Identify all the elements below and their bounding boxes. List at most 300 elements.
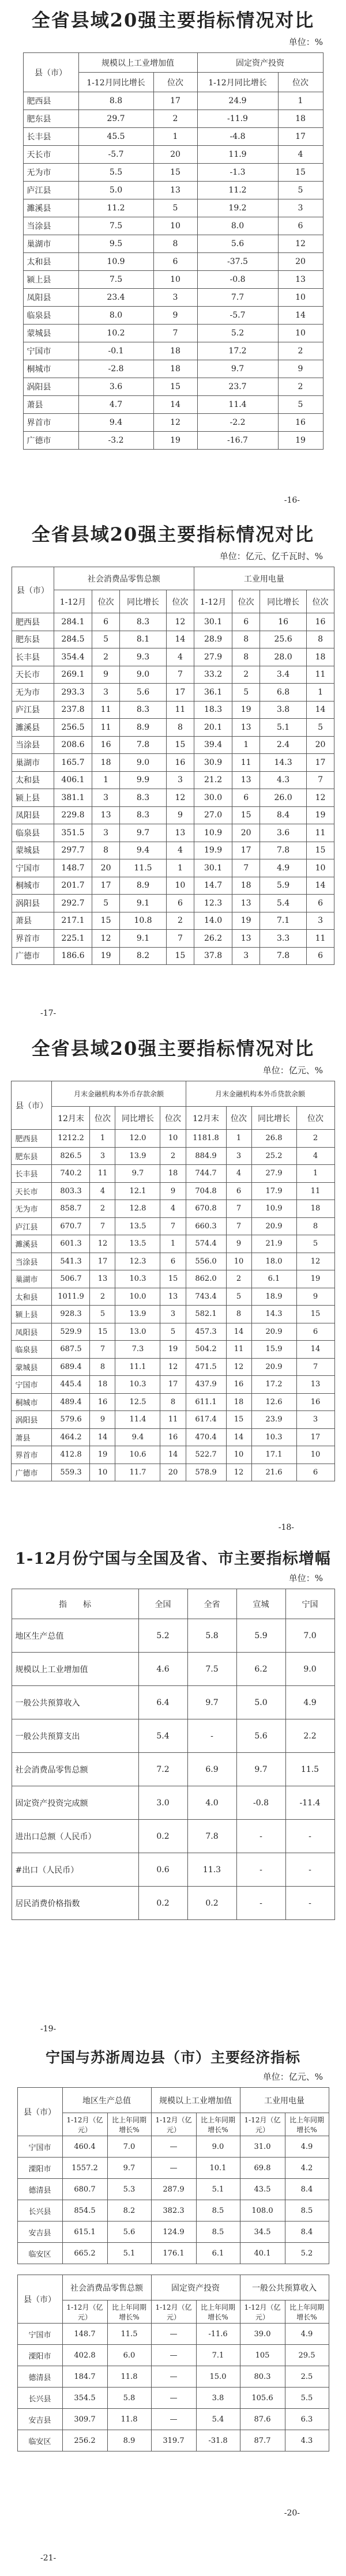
table-cell: 4.2 [285, 2158, 329, 2179]
table-cell: 8 [90, 1358, 115, 1376]
table-cell: — [151, 2136, 196, 2158]
table-cell: -5.7 [78, 146, 153, 164]
table-cell: 1 [296, 1165, 334, 1183]
table-cell: 3.4 [260, 666, 307, 684]
table-cell: 5.4 [138, 1719, 187, 1753]
table-cell: 10 [278, 289, 323, 307]
table-cell: 4.3 [285, 2430, 329, 2451]
table-cell: 13 [232, 895, 260, 912]
table-cell: 26.2 [194, 930, 232, 948]
row-label: 长丰县 [12, 648, 54, 666]
table-cell: 1 [232, 736, 260, 754]
table-cell: 13.9 [115, 1147, 160, 1165]
row-label: 凤阳县 [12, 806, 54, 824]
table-cell: 6.3 [285, 2409, 329, 2430]
table-cell: 884.9 [186, 1147, 226, 1165]
row-label: 凤阳县 [12, 1323, 52, 1341]
table-row [12, 1147, 334, 1165]
table-cell: 6 [232, 789, 260, 807]
table-cell: 8 [232, 631, 260, 648]
sub-header: 1-12月（亿元） [151, 2300, 196, 2324]
table-cell: 704.8 [186, 1182, 226, 1200]
table-cell: 18 [296, 1200, 334, 1218]
table-cell: 13.5 [115, 1217, 160, 1235]
sub-header: 1-12月 [194, 590, 232, 613]
table-cell: 11.8 [107, 2366, 151, 2388]
table-cell: 471.5 [186, 1358, 226, 1376]
table-row [12, 877, 334, 895]
table-cell: 17 [153, 92, 197, 110]
table-cell: 287.9 [151, 2179, 196, 2200]
table-cell: 17 [296, 1428, 334, 1446]
row-label: 肥西县 [12, 613, 54, 631]
table-cell: 2 [167, 912, 194, 930]
table-row [17, 2388, 329, 2409]
row-label: 长丰县 [23, 128, 78, 146]
table-cell: 2 [296, 1130, 334, 1148]
table-cell: 7.7 [197, 289, 278, 307]
table-cell: 27.9 [194, 648, 232, 666]
table-cell: 43.5 [240, 2179, 285, 2200]
table-cell: -0.8 [236, 1786, 285, 1820]
table-cell: 12.3 [194, 895, 232, 912]
table-cell: 7.3 [115, 1341, 160, 1359]
row-label: 临泉县 [12, 824, 54, 842]
table-row [12, 1200, 334, 1218]
table-cell: 11.2 [78, 199, 153, 217]
table-cell: 87.6 [240, 2409, 285, 2430]
table-row [12, 789, 334, 807]
sub-header: 同比增长 [260, 590, 307, 613]
table-cell: 11.4 [197, 396, 278, 414]
table-cell: 6.4 [138, 1686, 187, 1719]
table-cell: 6.2 [236, 1653, 285, 1686]
table-cell: 4.7 [78, 396, 153, 414]
table-cell: 12 [167, 613, 194, 631]
row-label: 当涂县 [23, 217, 78, 235]
table-cell: - [236, 1820, 285, 1853]
table-cell: 30.0 [194, 789, 232, 807]
row-label: 肥东县 [23, 110, 78, 128]
section-1 [0, 0, 346, 505]
table-cell: 14 [226, 1323, 251, 1341]
col-county: 县（市） [17, 2275, 62, 2324]
table-cell: 8.9 [119, 719, 166, 737]
table-cell: 740.2 [52, 1165, 90, 1183]
table-cell: 4.9 [260, 859, 307, 877]
table-cell: 12 [160, 1358, 186, 1376]
row-label: 桐城市 [12, 1393, 52, 1411]
table-cell: — [151, 2345, 196, 2366]
table-cell: 11 [307, 824, 334, 842]
table-cell: -1.3 [197, 164, 278, 182]
row-label: 肥东县 [12, 631, 54, 648]
table-cell: 18 [232, 877, 260, 895]
table-cell: 3.6 [78, 378, 153, 396]
page-number: -20- [284, 2509, 300, 2518]
table-cell: 611.1 [186, 1393, 226, 1411]
sub-header: 比上年同期增长% [107, 2300, 151, 2324]
table-cell: 19 [296, 1270, 334, 1288]
sub-header: 1-12月同比增长 [78, 73, 153, 92]
table-cell: 19 [160, 1341, 186, 1359]
table-row [12, 1358, 334, 1376]
table-cell: 17 [167, 684, 194, 701]
table-cell: 225.1 [54, 930, 92, 948]
table-cell: 7 [167, 930, 194, 948]
table-cell: 19 [307, 806, 334, 824]
table-cell: 5.6 [236, 1719, 285, 1753]
table-row [12, 1619, 334, 1653]
table-row [17, 2158, 329, 2179]
row-label: 广德市 [12, 1464, 52, 1481]
table-cell: 9.7 [197, 360, 278, 378]
table-cell: 256.5 [54, 719, 92, 737]
table-cell: 9.7 [187, 1686, 236, 1719]
table-cell: 5 [278, 396, 323, 414]
table-row [12, 1853, 334, 1887]
table-cell: 617.4 [186, 1411, 226, 1429]
table-cell: 8 [167, 719, 194, 737]
table-cell: 8.0 [197, 217, 278, 235]
sub-header: 位次 [226, 1107, 251, 1130]
group-header: 一般公共预算收入 [240, 2275, 329, 2300]
row-label: 长丰县 [12, 1165, 52, 1183]
row-label: 安吉县 [17, 2409, 62, 2430]
table-cell: 12 [167, 789, 194, 807]
table-cell: 8.4 [260, 806, 307, 824]
table-row [23, 432, 323, 450]
table-cell: 319.7 [151, 2430, 196, 2451]
row-label: 无为市 [12, 684, 54, 701]
table-cell: 689.4 [52, 1358, 90, 1376]
section-2-table [12, 567, 334, 965]
table-cell: 229.8 [54, 806, 92, 824]
table-cell: 11 [232, 754, 260, 772]
row-label: 庐江县 [12, 1217, 52, 1235]
table-cell: 928.3 [52, 1306, 90, 1323]
table-cell: 20.1 [194, 719, 232, 737]
table-cell: 9 [278, 360, 323, 378]
row-label: 桐城市 [12, 877, 54, 895]
table-row [12, 1887, 334, 1920]
table-cell: 5 [278, 182, 323, 199]
table-cell: 13 [232, 930, 260, 948]
table-cell: 665.2 [62, 2243, 107, 2264]
table-row [12, 895, 334, 912]
table-cell: 1011.9 [52, 1288, 90, 1306]
table-cell: 11 [90, 1165, 115, 1183]
table-cell: 7.5 [78, 217, 153, 235]
table-cell: 2 [90, 1288, 115, 1306]
table-cell: 25.2 [251, 1147, 296, 1165]
table-cell: 12.8 [115, 1200, 160, 1218]
table-cell: 12 [226, 1358, 251, 1376]
table-cell: 3.0 [138, 1786, 187, 1820]
row-label: 溧阳市 [17, 2345, 62, 2366]
table-cell: 19 [232, 912, 260, 930]
row-label: 天长市 [12, 1182, 52, 1200]
row-label: 濉溪县 [12, 719, 54, 737]
table-cell: 10 [226, 1253, 251, 1270]
table-cell: 10 [90, 1464, 115, 1481]
table-cell: 9 [226, 1235, 251, 1253]
table-cell: 10.8 [119, 912, 166, 930]
table-cell: 5.6 [197, 235, 278, 253]
table-cell: 12 [153, 414, 197, 432]
table-cell: 4 [296, 1147, 334, 1165]
table-cell: 15.0 [196, 2366, 240, 2388]
row-label: 临安区 [17, 2430, 62, 2451]
table-cell: 5 [232, 684, 260, 701]
table-cell: 217.1 [54, 912, 92, 930]
table-cell: 744.7 [186, 1165, 226, 1183]
table-row [23, 253, 323, 271]
table-row [12, 736, 334, 754]
table-cell: 11.5 [285, 1753, 334, 1786]
table-cell: 14 [226, 1428, 251, 1446]
table-cell: 351.5 [54, 824, 92, 842]
sub-header: 同比增长 [115, 1107, 160, 1130]
table-cell: 12.0 [115, 1130, 160, 1148]
row-label: 界首市 [12, 930, 54, 948]
col-county: 县（市） [12, 1081, 52, 1130]
section-1-table [23, 52, 324, 450]
section-4-table [12, 1589, 335, 1920]
row-label: 德清县 [17, 2366, 62, 2388]
col-county: 县（市） [17, 2088, 62, 2136]
row-label: 蒙城县 [23, 325, 78, 342]
table-cell: 9.7 [236, 1753, 285, 1786]
table-cell: 12 [307, 789, 334, 807]
table-cell: 124.9 [151, 2222, 196, 2243]
sub-header: 位次 [160, 1107, 186, 1130]
table-cell: 10 [278, 325, 323, 342]
table-cell: 8.9 [107, 2430, 151, 2451]
table-row [17, 2430, 329, 2451]
row-label: 天长市 [12, 666, 54, 684]
table-cell: 5.8 [187, 1619, 236, 1653]
table-cell: 7 [90, 1341, 115, 1359]
table-cell: 4.9 [285, 2136, 329, 2158]
group-header: 社会消费品零售总额 [62, 2275, 151, 2300]
table-cell: 148.7 [54, 859, 92, 877]
table-cell: 17 [278, 128, 323, 146]
table-cell: 4 [160, 1200, 186, 1218]
table-cell: 16 [226, 1376, 251, 1394]
row-label: 濉溪县 [23, 199, 78, 217]
table-cell: 7 [296, 1358, 334, 1376]
table-cell: 10.3 [251, 1428, 296, 1446]
table-cell: 582.1 [186, 1306, 226, 1323]
row-label: 肥西县 [12, 1130, 52, 1148]
table-row [17, 2243, 329, 2264]
table-cell: -2.8 [78, 360, 153, 378]
table-cell: 18 [160, 1165, 186, 1183]
sub-header: 1-12月（亿元） [151, 2113, 196, 2136]
table-cell: 854.5 [62, 2200, 107, 2222]
table-cell: 2 [90, 1200, 115, 1218]
section-3-table [11, 1081, 334, 1481]
table-cell: 10.9 [251, 1200, 296, 1218]
table-cell: 148.7 [62, 2324, 107, 2345]
table-cell: 5.5 [285, 2388, 329, 2409]
table-cell: 11.5 [107, 2324, 151, 2345]
table-row [12, 1288, 334, 1306]
row-label: 地区生产总值 [12, 1619, 138, 1653]
table-cell: 27.0 [194, 806, 232, 824]
table-cell: 8 [296, 1217, 334, 1235]
table-cell: 11 [226, 1341, 251, 1359]
table-cell: 3.6 [260, 824, 307, 842]
table-cell: 1 [92, 771, 120, 789]
sub-header: 1-12月 [54, 590, 92, 613]
table-cell: 29.7 [78, 110, 153, 128]
table-cell: 7.2 [138, 1753, 187, 1786]
table-cell: 13 [167, 824, 194, 842]
table-cell: -0.8 [197, 271, 278, 289]
table-cell: 541.3 [52, 1253, 90, 1270]
table-cell: 7.5 [187, 1653, 236, 1686]
table-cell: 9 [160, 1182, 186, 1200]
table-cell: 10 [160, 1130, 186, 1148]
table-cell: 6.8 [260, 684, 307, 701]
row-label: 濉溪县 [12, 1235, 52, 1253]
table-cell: -16.7 [197, 432, 278, 450]
table-cell: 2.4 [260, 736, 307, 754]
table-cell: 28.0 [260, 648, 307, 666]
table-cell: -11.4 [285, 1786, 334, 1820]
table-cell: 9 [296, 1288, 334, 1306]
table-cell: 284.1 [54, 613, 92, 631]
col-province: 全省 [187, 1589, 236, 1619]
table-cell: 12 [226, 1464, 251, 1481]
table-cell: 8.5 [285, 2200, 329, 2222]
table-cell: 743.4 [186, 1288, 226, 1306]
table-cell: 80.3 [240, 2366, 285, 2388]
table-cell: 687.5 [52, 1341, 90, 1359]
table-cell: 10 [153, 271, 197, 289]
col-xuancheng: 宣城 [236, 1589, 285, 1619]
row-label: 太和县 [12, 1288, 52, 1306]
col-county: 县（市） [23, 53, 78, 92]
table-cell: -0.1 [78, 342, 153, 360]
table-cell: 14.7 [194, 877, 232, 895]
table-cell: 14 [167, 631, 194, 648]
table-cell: 7.1 [196, 2345, 240, 2366]
table-cell: 5 [226, 1288, 251, 1306]
table-row [12, 1820, 334, 1853]
table-cell: 858.7 [52, 1200, 90, 1218]
table-cell: 17 [90, 1253, 115, 1270]
table-row [23, 378, 323, 396]
table-cell: 4.0 [187, 1786, 236, 1820]
section-2-unit: 单位：亿元、亿千瓦时、% [219, 551, 323, 561]
table-cell: 5.9 [236, 1619, 285, 1653]
table-cell: 11.9 [197, 146, 278, 164]
table-row [12, 1411, 334, 1429]
table-cell: 11.7 [115, 1464, 160, 1481]
table-cell: 8 [226, 1306, 251, 1323]
table-cell: 12 [278, 235, 323, 253]
row-label: 居民消费价格指数 [12, 1887, 138, 1920]
table-cell: 14 [307, 701, 334, 719]
table-cell: 5 [160, 1323, 186, 1341]
table-cell: 660.3 [186, 1217, 226, 1235]
table-cell: 17.1 [251, 1446, 296, 1464]
table-cell: 3 [160, 1306, 186, 1323]
table-row [23, 414, 323, 432]
table-cell: 20 [278, 253, 323, 271]
table-cell: 8.5 [196, 2200, 240, 2222]
row-label: 凤阳县 [23, 289, 78, 307]
table-cell: 522.7 [186, 1446, 226, 1464]
table-cell: 237.8 [54, 701, 92, 719]
table-cell: 7 [226, 1217, 251, 1235]
table-cell: 3 [90, 1147, 115, 1165]
table-cell: 10.6 [115, 1446, 160, 1464]
table-cell: 504.2 [186, 1341, 226, 1359]
table-cell: 17.2 [197, 342, 278, 360]
table-cell: 8.2 [119, 947, 166, 965]
table-cell: 9.1 [119, 895, 166, 912]
table-cell: 5 [92, 631, 120, 648]
table-cell: 18 [307, 648, 334, 666]
table-cell: -31.8 [196, 2430, 240, 2451]
table-cell: 3 [226, 1147, 251, 1165]
table-cell: 30.1 [194, 613, 232, 631]
table-cell: 0.2 [187, 1887, 236, 1920]
table-cell: 5.9 [260, 877, 307, 895]
table-cell: 9 [90, 1411, 115, 1429]
table-cell: 105 [240, 2345, 285, 2366]
table-row [12, 666, 334, 684]
table-cell: 9.1 [119, 930, 166, 948]
table-cell: 29.5 [285, 2345, 329, 2366]
table-cell: 186.6 [54, 947, 92, 965]
table-row [12, 701, 334, 719]
table-cell: 11 [92, 719, 120, 737]
row-label: 长兴县 [17, 2200, 62, 2222]
table-cell: 11.1 [115, 1358, 160, 1376]
table-cell: — [151, 2388, 196, 2409]
table-cell: 16 [90, 1393, 115, 1411]
table-cell: 4.3 [260, 771, 307, 789]
row-label: 桐城市 [23, 360, 78, 378]
table-row [12, 859, 334, 877]
table-cell: 34.5 [240, 2222, 285, 2243]
page-number: -21- [40, 2554, 57, 2563]
table-cell: 12.5 [115, 1393, 160, 1411]
table-cell: 201.7 [54, 877, 92, 895]
table-row [12, 1393, 334, 1411]
row-label: 无为市 [12, 1200, 52, 1218]
table-cell: 8.3 [119, 701, 166, 719]
table-cell: 8.5 [196, 2222, 240, 2243]
row-label: 临泉县 [12, 1341, 52, 1359]
table-row [12, 1306, 334, 1323]
table-row [23, 235, 323, 253]
table-cell: 457.3 [186, 1323, 226, 1341]
table-cell: 7 [226, 1200, 251, 1218]
table-cell: 13 [90, 1270, 115, 1288]
table-cell: 3 [92, 684, 120, 701]
table-cell: 9.7 [107, 2158, 151, 2179]
table-cell: 11.4 [115, 1411, 160, 1429]
table-cell: 445.4 [52, 1376, 90, 1394]
section-5-table-b [17, 2275, 329, 2451]
table-cell: 8.3 [119, 789, 166, 807]
